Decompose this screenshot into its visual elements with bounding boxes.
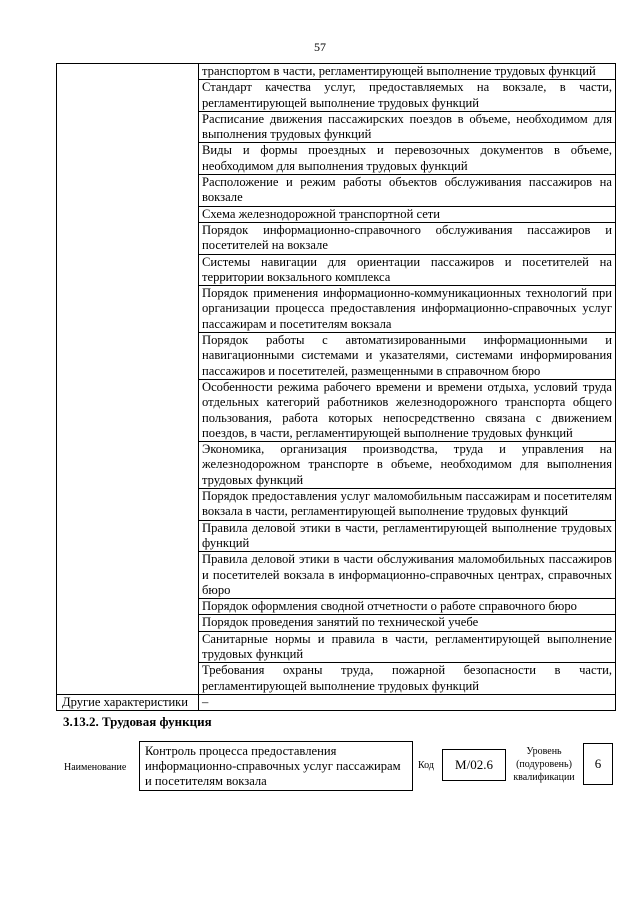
qualification-level-box: 6 [583, 743, 613, 785]
function-code-box: M/02.6 [442, 749, 506, 781]
table-cell: Расположение и режим работы объектов обслуживания пассажиров на вокзале [199, 175, 616, 207]
other-characteristics-row [57, 694, 616, 710]
table-cell: Порядок информационно-справочного обслуживания пассажиров и посетителей на вокзале [199, 222, 616, 254]
table-cell: Схема железнодорожной транспортной сети [199, 206, 616, 222]
page-number: 57 [314, 40, 326, 54]
table-cell: Системы навигации для ориентации пассажиров и посетителей на территории вокзального комплекса [199, 254, 616, 286]
table-row [57, 64, 616, 80]
table-cell: Правила деловой этики в части, регламентирующей выполнение трудовых функций [199, 520, 616, 552]
table-cell: Порядок предоставления услуг маломобильным пассажирам и посетителям вокзала в части, регламентирующей выполнение трудовых функций [199, 489, 616, 521]
table-cell: Порядок работы с автоматизированными информационными и навигационными системами и указателями, системами информирования пассажиров и посетителей, размещенными в справочном бюро [199, 333, 616, 380]
table-cell: Расписание движения пассажирских поездов в объеме, необходимом для выполнения трудовых функций [199, 111, 616, 143]
table-cell: Экономика, организация производства, труда и управления на железнодорожном транспорте в объеме, необходимом для выполнения трудовых функций [199, 442, 616, 489]
other-characteristics-label: Другие характеристики [57, 694, 199, 710]
table-cell: Особенности режима рабочего времени и времени отдыха, условий труда отдельных категорий работников железнодорожного транспорта общего пользования, работа которых непосредственно связана с движением поездов, в части, регламентирующей выполнение трудовых функций [199, 379, 616, 441]
table-cell: транспортом в части, регламентирующей выполнение трудовых функций [199, 64, 616, 80]
code-label: Код [418, 760, 434, 771]
table-cell: Правила деловой этики в части обслуживания маломобильных пассажиров и посетителей вокзала в информационно-справочных центрах, справочных бюро [199, 552, 616, 599]
name-label: Наименование [64, 762, 127, 773]
row-header-cell [57, 64, 199, 695]
table-cell: Виды и формы проездных и перевозочных документов в объеме, необходимом для выполнения трудовых функций [199, 143, 616, 175]
table-cell: Стандарт качества услуг, предоставляемых на вокзале, в части, регламентирующей выполнение трудовых функций [199, 80, 616, 112]
knowledge-table [56, 63, 616, 711]
table-cell: Санитарные нормы и правила в части, регламентирующей выполнение трудовых функций [199, 631, 616, 663]
other-characteristics-value: – [199, 694, 616, 710]
qualification-level-label: Уровень (подуровень) квалификации [513, 746, 575, 783]
section-title: 3.13.2. Трудовая функция [63, 714, 212, 729]
function-name-box: Контроль процесса предоставления информационно-справочных услуг пассажирам и посетителям вокзала [139, 741, 413, 791]
table-cell: Порядок оформления сводной отчетности о работе справочного бюро [199, 599, 616, 615]
table-cell: Порядок проведения занятий по технической учебе [199, 615, 616, 631]
table-cell: Требования охраны труда, пожарной безопасности в части, регламентирующей выполнение трудовых функций [199, 663, 616, 695]
table-cell: Порядок применения информационно-коммуникационных технологий при организации процесса предоставления информационно-справочных услуг пассажирам и посетителям вокзала [199, 286, 616, 333]
